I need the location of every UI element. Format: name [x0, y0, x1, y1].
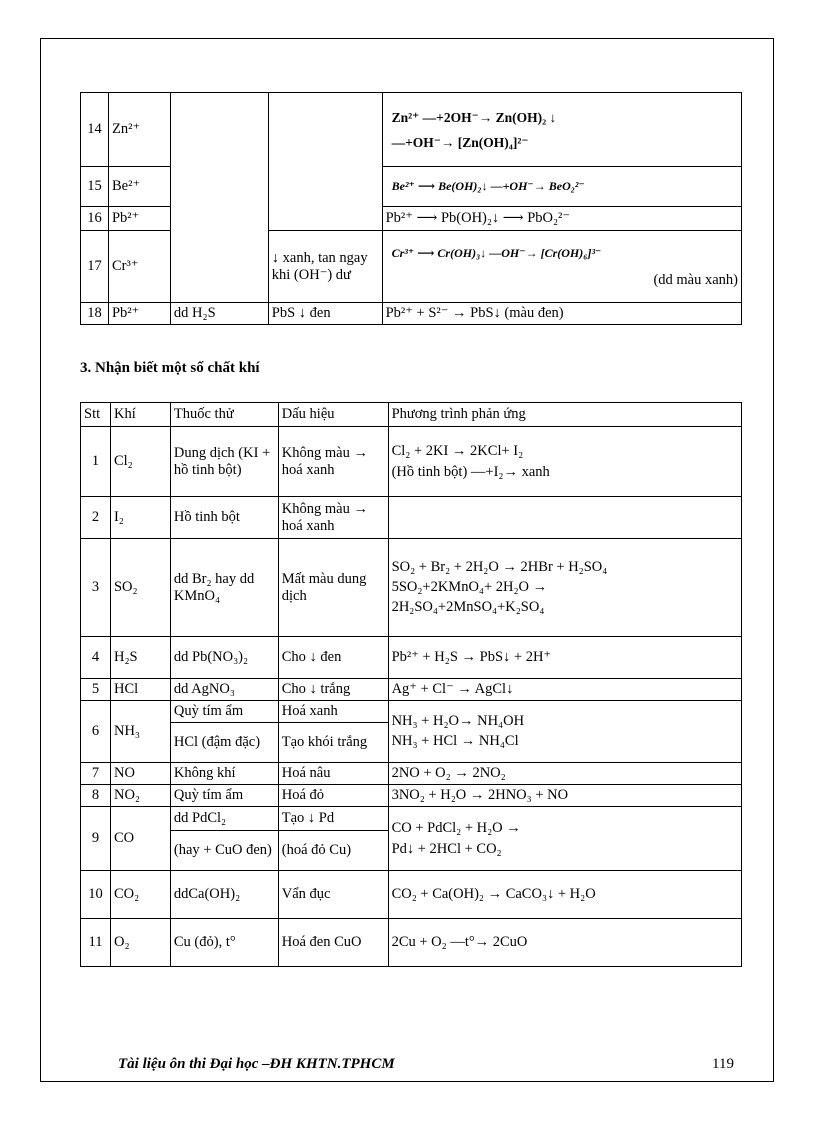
gas-cell: O₂ — [110, 919, 170, 967]
equation-line: Cl₂ + 2KI → 2KCl+ I₂ — [391, 442, 524, 459]
ion-identification-table — [80, 92, 742, 325]
row-number: 8 — [81, 785, 111, 807]
gas-cell: SO₂ — [110, 539, 170, 637]
reagent-cell: Không khí — [170, 763, 278, 785]
equation-cell-empty — [388, 497, 741, 539]
row-number: 18 — [81, 303, 109, 325]
gas-cell: NO₂ — [110, 785, 170, 807]
reagent-cell: Cu (đỏ), t° — [170, 919, 278, 967]
ion-cell: Zn²⁺ — [108, 93, 170, 167]
equation-note: (dd màu xanh) — [653, 271, 738, 288]
sign-cell: Không màu → hoá xanh — [278, 427, 388, 497]
header-stt: Stt — [81, 403, 111, 427]
row-number: 16 — [81, 207, 109, 231]
table-row — [81, 427, 742, 497]
sign-cell: PbS ↓ đen — [268, 303, 382, 325]
ion-cell: Pb²⁺ — [108, 303, 170, 325]
equation-cell — [388, 807, 741, 871]
gas-cell: NH₃ — [110, 701, 170, 763]
reagent-cell: dd Br₂ hay dd KMnO₄ — [170, 539, 278, 637]
gas-cell: CO₂ — [110, 871, 170, 919]
equation-line: SO₂ + Br₂ + 2H₂O → 2HBr + H₂SO₄ — [391, 559, 608, 575]
ion-cell: Cr³⁺ — [108, 231, 170, 303]
equation-line: NH₃ + HCl → NH₄Cl — [391, 733, 519, 749]
table-row — [81, 497, 742, 539]
equation-cell — [382, 231, 741, 303]
table-row — [81, 679, 742, 701]
equation-line: Pd↓ + 2HCl + CO₂ — [391, 840, 502, 857]
footer-source: Tài liệu ôn thi Đại học –ĐH KHTN.TPHCM — [118, 1056, 395, 1072]
reagent-cell: dd AgNO₃ — [170, 679, 278, 701]
reagent-cell: dd PdCl₂ — [170, 807, 278, 831]
gas-identification-table — [80, 402, 742, 967]
reagent-cell: ddCa(OH)₂ — [170, 871, 278, 919]
reagent-cell: Hồ tinh bột — [170, 497, 278, 539]
section-title: 3. Nhận biết một số chất khí — [80, 360, 260, 376]
table-row — [81, 701, 742, 723]
row-number: 10 — [81, 871, 111, 919]
sign-cell: ↓ xanh, tan ngay khi (OH⁻) dư — [268, 231, 382, 303]
table-row — [81, 93, 742, 167]
equation-line: (Hồ tinh bột) —+I₂→ xanh — [391, 463, 550, 480]
equation-cell: Pb²⁺ + S²⁻ → PbS↓ (màu đen) — [382, 303, 741, 325]
equation-line: —+OH⁻→ [Zn(OH)₄]²⁻ — [391, 134, 529, 150]
sign-cell: Cho ↓ đen — [278, 637, 388, 679]
header-reagent: Thuốc thử — [170, 403, 278, 427]
table-row — [81, 871, 742, 919]
equation-cell: 2Cu + O₂ —t°→ 2CuO — [388, 919, 741, 967]
reagent-cell: (hay + CuO đen) — [170, 831, 278, 871]
sign-cell: Hoá đen CuO — [278, 919, 388, 967]
row-number: 3 — [81, 539, 111, 637]
equation-cell — [382, 93, 741, 167]
table-row — [81, 807, 742, 831]
row-number: 2 — [81, 497, 111, 539]
equation-cell — [382, 167, 741, 207]
table-row — [81, 763, 742, 785]
reagent-cell: Quỳ tím ẩm — [170, 785, 278, 807]
row-number: 14 — [81, 93, 109, 167]
equation-cell — [388, 701, 741, 763]
page-number: 119 — [712, 1056, 734, 1072]
sign-cell: Hoá đỏ — [278, 785, 388, 807]
row-number: 4 — [81, 637, 111, 679]
gas-cell: H₂S — [110, 637, 170, 679]
table-row — [81, 785, 742, 807]
equation-cell: Pb²⁺ ⟶ Pb(OH)₂↓ ⟶ PbO₂²⁻ — [382, 207, 741, 231]
equation-line: CO + PdCl₂ + H₂O → — [391, 819, 521, 836]
row-number: 5 — [81, 679, 111, 701]
reagent-cell: dd H₂S — [170, 303, 268, 325]
equation-cell: 2NO + O₂ → 2NO₂ — [388, 763, 741, 785]
sign-cell: (hoá đỏ Cu) — [278, 831, 388, 871]
reagent-cell-empty — [170, 93, 268, 303]
gas-cell: NO — [110, 763, 170, 785]
equation-line: Be²⁺ ⟶ Be(OH)₂↓ —+OH⁻→ BeO₂²⁻ — [391, 179, 585, 193]
row-number: 11 — [81, 919, 111, 967]
header-sign: Dấu hiệu — [278, 403, 388, 427]
row-number: 1 — [81, 427, 111, 497]
row-number: 6 — [81, 701, 111, 763]
table-row — [81, 919, 742, 967]
sign-cell: Không màu → hoá xanh — [278, 497, 388, 539]
row-number: 9 — [81, 807, 111, 871]
equation-line: 2H₂SO₄+2MnSO₄+K₂SO₄ — [391, 599, 545, 615]
sign-cell: Vẩn đục — [278, 871, 388, 919]
equation-cell: Pb²⁺ + H₂S → PbS↓ + 2H⁺ — [388, 637, 741, 679]
gas-cell: I₂ — [110, 497, 170, 539]
header-equation: Phương trình phản ứng — [388, 403, 741, 427]
table-row — [81, 539, 742, 637]
equation-line: Cr³⁺ ⟶ Cr(OH)₃↓ —OH⁻→ [Cr(OH)₆]³⁻ — [391, 245, 602, 260]
table-header-row — [81, 403, 742, 427]
sign-cell: Hoá nâu — [278, 763, 388, 785]
sign-cell: Mất màu dung dịch — [278, 539, 388, 637]
sign-cell-empty — [268, 93, 382, 231]
row-number: 15 — [81, 167, 109, 207]
sign-cell: Tạo khói trắng — [278, 723, 388, 763]
equation-cell: Ag⁺ + Cl⁻ → AgCl↓ — [388, 679, 741, 701]
reagent-cell: dd Pb(NO₃)₂ — [170, 637, 278, 679]
equation-line: 5SO₂+2KMnO₄+ 2H₂O → — [391, 579, 548, 595]
ion-cell: Be²⁺ — [108, 167, 170, 207]
gas-cell: Cl₂ — [110, 427, 170, 497]
reagent-cell: Quỳ tím ẩm — [170, 701, 278, 723]
row-number: 17 — [81, 231, 109, 303]
reagent-cell: Dung dịch (KI + hồ tinh bột) — [170, 427, 278, 497]
equation-cell — [388, 427, 741, 497]
equation-cell — [388, 539, 741, 637]
ion-cell: Pb²⁺ — [108, 207, 170, 231]
header-gas: Khí — [110, 403, 170, 427]
sign-cell: Tạo ↓ Pd — [278, 807, 388, 831]
reagent-cell: HCl (đậm đặc) — [170, 723, 278, 763]
gas-cell: CO — [110, 807, 170, 871]
table-row — [81, 637, 742, 679]
sign-cell: Hoá xanh — [278, 701, 388, 723]
equation-line: Zn²⁺ —+2OH⁻→ Zn(OH)₂ ↓ — [391, 109, 557, 125]
equation-cell: CO₂ + Ca(OH)₂ → CaCO₃↓ + H₂O — [388, 871, 741, 919]
row-number: 7 — [81, 763, 111, 785]
equation-line: NH₃ + H₂O→ NH₄OH — [391, 713, 525, 729]
equation-cell: 3NO₂ + H₂O → 2HNO₃ + NO — [388, 785, 741, 807]
sign-cell: Cho ↓ trắng — [278, 679, 388, 701]
gas-cell: HCl — [110, 679, 170, 701]
table-row — [81, 303, 742, 325]
